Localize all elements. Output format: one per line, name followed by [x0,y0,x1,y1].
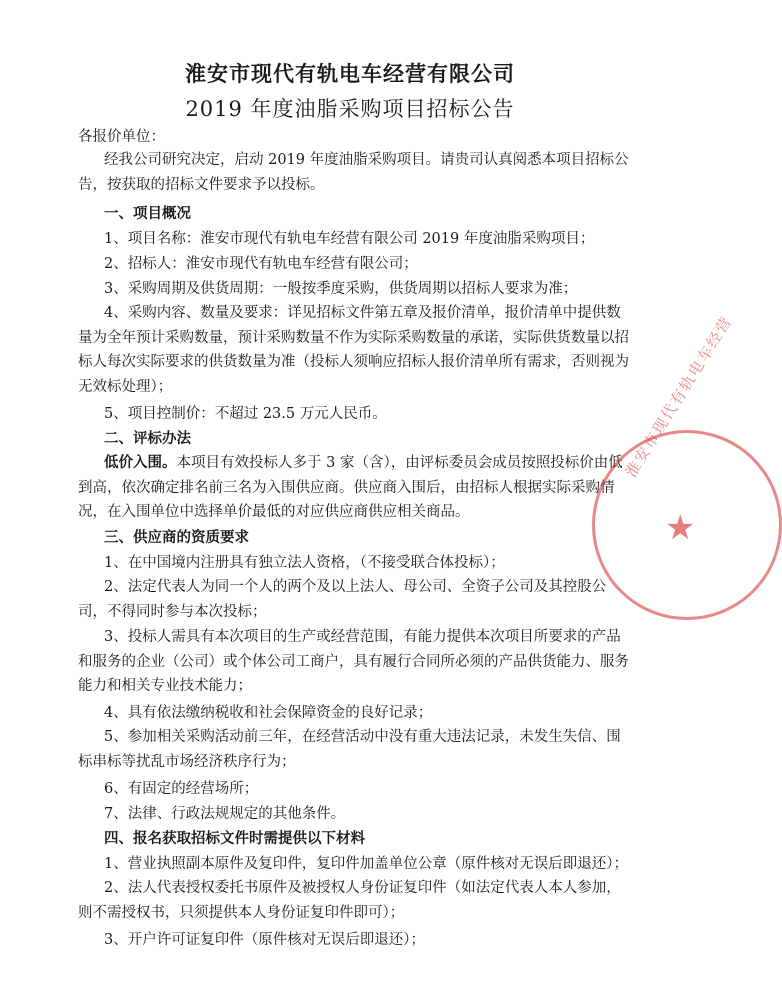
section-3-item-3: 3、投标人需具有本次项目的生产或经营范围，有能力提供本次项目所要求的产品和服务的企业（公司）或个体公司工商户，具有履行合同所必须的产品供货能力、服务能力和相关专业技术能力； [78,629,629,694]
document-subtitle: 2019 年度油脂采购项目招标公告 [185,97,515,121]
section-1-item-3: 3、采购周期及供货周期：一般按季度采购，供货周期以招标人要求为准； [104,281,578,297]
section-1-heading: 一、项目概况 [104,205,191,222]
intro-paragraph: 经我公司研究决定，启动 2019 年度油脂采购项目。请贵司认真阅悉本项目招标公告，按获取的招标文件要求予以投标。 [78,152,629,193]
section-2-bold-lead: 低价入围。 [104,454,177,471]
section-3-item-4: 4、具有依法缴纳税收和社会保障资金的良好记录； [104,705,433,721]
section-1-item-2: 2、招标人：淮安市现代有轨电车经营有限公司； [104,256,418,272]
section-3-heading: 三、供应商的资质要求 [104,529,249,546]
section-4-item-3: 3、开户许可证复印件（原件核对无误后即退还）； [104,932,425,948]
section-3-item-7: 7、法律、行政法规规定的其他条件。 [104,806,346,822]
section-2-paragraph [78,451,634,525]
company-seal-text: 淮安市现代有轨电车经营 [621,312,737,481]
section-4-item-1: 1、营业执照副本原件及复印件，复印件加盖单位公章（原件核对无误后即退还）； [104,856,628,872]
section-2-heading: 二、评标办法 [104,430,191,447]
salutation: 各报价单位： [78,129,165,145]
section-3-item-2: 2、法定代表人为同一个人的两个及以上法人、母公司、全资子公司及其控股公司，不得同时参与本次投标； [78,579,607,620]
seal-star-icon: ★ [665,508,696,548]
section-1-item-4: 4、采购内容、数量及要求：详见招标文件第五章及报价清单，报价清单中提供数量为全年预计采购数量，预计采购数量不作为实际采购数量的承诺，实际供货数量以招标人每次实际要求的供货数量为准（投标人须响应招标人报价清单所有需求，否则视为无效标处理）； [78,305,629,395]
section-1-item-1: 1、项目名称：淮安市现代有轨电车经营有限公司 2019 年度油脂采购项目； [104,231,595,247]
section-3-item-5: 5、参加相关采购活动前三年，在经营活动中没有重大违法记录，未发生失信、围标串标等扰乱市场经济秩序行为； [78,729,621,770]
section-4-heading: 四、报名获取招标文件时需提供以下材料 [104,830,365,847]
section-2-text: 本项目有效投标人多于 3 家（含），由评标委员会成员按照投标价由低到高，依次确定排名前三名为入围供应商。供应商入围后，由招标人根据实际采购情况，在入围单位中选择单价最低的对应供应商供应相关商品。 [78,455,623,520]
section-3-item-6: 6、有固定的经营场所； [104,781,259,797]
section-3-item-1: 1、在中国境内注册具有独立法人资格，（不接受联合体投标）； [104,555,505,571]
section-4-item-2: 2、法人代表授权委托书原件及被授权人身份证复印件（如法定代表人本人参加，则不需授权书，只须提供本人身份证复印件即可）； [78,880,621,921]
section-1-item-5: 5、项目控制价：不超过 23.5 万元人民币。 [104,406,387,422]
document-title: 淮安市现代有轨电车经营有限公司 [185,61,515,86]
